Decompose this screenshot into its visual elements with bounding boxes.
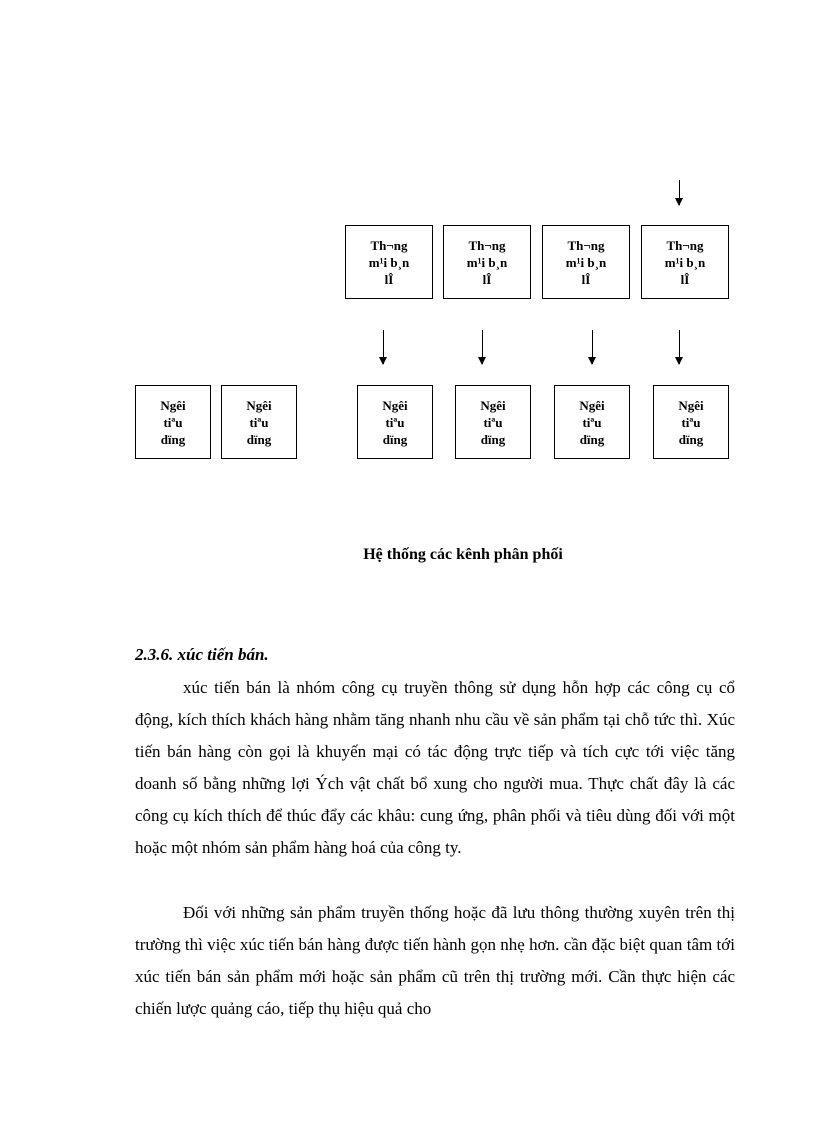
box-line: Th¬ng bbox=[567, 237, 605, 253]
box-line: Th¬ng bbox=[666, 237, 704, 253]
consumer-box-3 bbox=[357, 385, 433, 459]
box-line: m¹i b¸n bbox=[664, 254, 706, 270]
box-line: m¹i b¸n bbox=[368, 254, 410, 270]
box-line: tiªu bbox=[163, 414, 183, 430]
retail-trade-box-4 bbox=[641, 225, 729, 299]
box-line: lÎ bbox=[581, 271, 591, 287]
box-line: m¹i b¸n bbox=[466, 254, 508, 270]
box-line: Ngêi bbox=[246, 397, 272, 413]
box-line: lÎ bbox=[482, 271, 492, 287]
arrow-down-4 bbox=[679, 330, 680, 364]
consumer-box-1 bbox=[135, 385, 211, 459]
box-line: Th¬ng bbox=[370, 237, 408, 253]
arrow-down-2 bbox=[482, 330, 483, 364]
arrow-top bbox=[679, 180, 680, 205]
box-line: lÎ bbox=[680, 271, 690, 287]
arrow-down-1 bbox=[383, 330, 384, 364]
box-line: Ngêi bbox=[382, 397, 408, 413]
paragraph-1: xúc tiến bán là nhóm công cụ truyền thông sử dụng hỗn hợp các công cụ cổ động, kích thích khách hàng nhằm tăng nhanh nhu cầu về sản phẩm tại chỗ tức thì. Xúc tiến bán hàng còn gọi là khuyến mại có tác động trực tiếp và tích cực tới việc tăng doanh số bằng những lợi Ých vật chất bổ xung cho người mua. Thực chất đây là các công cụ kích thích để thúc đẩy các khâu: cung ứng, phân phối và tiêu dùng đối với một hoặc một nhóm sản phẩm hàng hoá của công ty. bbox=[135, 678, 735, 857]
box-line: dïng bbox=[579, 431, 605, 447]
consumer-box-5 bbox=[554, 385, 630, 459]
box-line: Ngêi bbox=[480, 397, 506, 413]
consumer-box-6 bbox=[653, 385, 729, 459]
box-line: lÎ bbox=[384, 271, 394, 287]
box-line: dïng bbox=[382, 431, 408, 447]
box-line: Th¬ng bbox=[468, 237, 506, 253]
box-line: tiªu bbox=[582, 414, 602, 430]
box-line: dïng bbox=[678, 431, 704, 447]
box-line: Ngêi bbox=[678, 397, 704, 413]
retail-trade-box-1 bbox=[345, 225, 433, 299]
section-heading: 2.3.6. xúc tiến bán. bbox=[135, 645, 269, 664]
box-line: dïng bbox=[480, 431, 506, 447]
arrow-down-3 bbox=[592, 330, 593, 364]
retail-trade-box-2 bbox=[443, 225, 531, 299]
box-line: Ngêi bbox=[579, 397, 605, 413]
box-line: m¹i b¸n bbox=[565, 254, 607, 270]
box-line: tiªu bbox=[385, 414, 405, 430]
box-line: Ngêi bbox=[160, 397, 186, 413]
box-line: tiªu bbox=[681, 414, 701, 430]
paragraph-2: Đối với những sản phẩm truyền thống hoặc đã lưu thông thường xuyên trên thị trường thì việc xúc tiến bán hàng được tiến hành gọn nhẹ hơn. cần đặc biệt quan tâm tới xúc tiến bán sản phẩm mới hoặc sản phẩm cũ trên thị trường mới. Cần thực hiện các chiến lược quảng cáo, tiếp thụ hiệu quả cho bbox=[135, 903, 735, 1018]
box-line: tiªu bbox=[483, 414, 503, 430]
consumer-box-4 bbox=[455, 385, 531, 459]
box-line: tiªu bbox=[249, 414, 269, 430]
consumer-box-2 bbox=[221, 385, 297, 459]
retail-trade-box-3 bbox=[542, 225, 630, 299]
box-line: dïng bbox=[246, 431, 272, 447]
box-line: dïng bbox=[160, 431, 186, 447]
diagram-caption: Hệ thống các kênh phân phối bbox=[363, 546, 563, 563]
